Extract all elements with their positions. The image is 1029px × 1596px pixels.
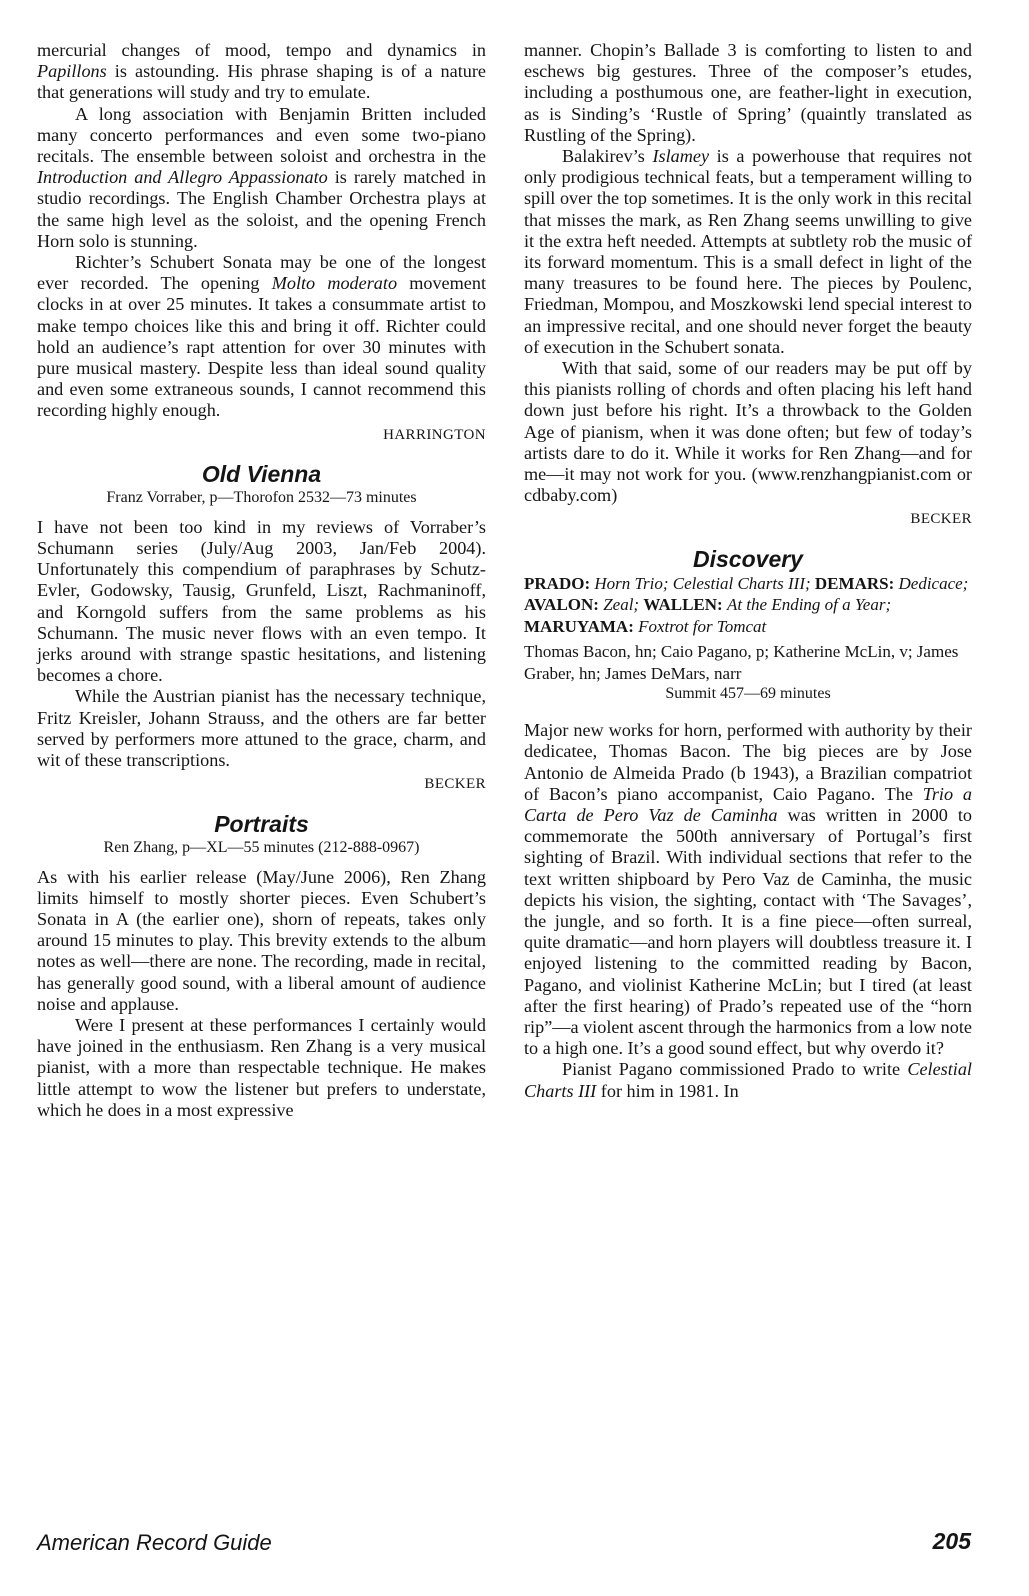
paragraph: Balakirev’s Islamey is a powerhouse that requires not only prodigious technical feats, but a temperament willing to spill over the top sometimes. It is the only work in this recital that misses the mark, as Ren Zhang seems unwilling to give it the extra heft needed. Attempts at subtlety rob the music of its forward momentum. This is a small defect in light of the many treasures to be found here. The pieces by Poulenc, Friedman, Mompou, and Moszkowski lend special interest to an impressive recital, and one should never forget the beauty of execution in the Schubert sonata.	[524, 146, 972, 357]
recording-credits: Ren Zhang, p—XL—55 minutes (212-888-0967)	[103, 838, 420, 856]
right-column	[524, 40, 972, 1102]
paragraph: With that said, some of our readers may be put off by this pianists rolling of chords and often placing his left hand down just before his right. It’s a throwback to the Golden Age of pianism, when it was done often; but few of today’s artists dare to do it. While it works for Ren Zhang—and for me—it may not work for you. (www.renzhangpianist.com or cdbaby.com)	[524, 358, 972, 506]
page-number: 205	[932, 1528, 971, 1554]
recording-label: Summit 457—69 minutes	[665, 685, 831, 703]
paragraph: mercurial changes of mood, tempo and dynamics in Papillons is astounding. His phrase shaping is of a nature that generations will study and try to emulate.	[37, 40, 486, 103]
left-column	[37, 40, 486, 1121]
paragraph: manner. Chopin’s Ballade 3 is comforting to listen to and eschews big gestures. Three of the composer’s etudes, including a posthumous one, are feather-light in execution, as is Sinding’s ‘Rustle of Spring’ (quaintly translated as Rustling of the Spring).	[524, 40, 972, 145]
recording-works: PRADO: Horn Trio; Celestial Charts III; DEMARS: Dedicace; AVALON: Zeal; WALLEN: At the Ending of a Year; MARUYAMA: Foxtrot for Tomcat	[524, 573, 969, 636]
paragraph: Major new works for horn, performed with authority by their dedicatee, Thomas Bacon. The big pieces are by Jose Antonio de Almeida Prado (b 1943), a Brazilian compatriot of Bacon’s piano accompanist, Caio Pagano. The Trio a Carta de Pero Vaz de Caminha was written in 2000 to commemorate the 500th anniversary of Portugal’s first sighting of Brazil. With individual sections that refer to the text written shipboard by Pero Vaz de Caminha, the music depicts his vision, the sighting, contact with ‘The Savages’, the jungle, and so forth. It is a fine piece—often surreal, quite dramatic—and horn players will doubtless treasure it. I enjoyed listening to the committed reading by Bacon, Pagano, and violinist Katherine McLin; but I tired (at least after the first hearing) of Prado’s repeated use of the “horn rip”—a violent ascent through the harmonics from a low note to a high one. It’s a good sound effect, but why overdo it?	[524, 720, 972, 1059]
review-heading: Portraits	[214, 810, 309, 837]
recording-performers: Thomas Bacon, hn; Caio Pagano, p; Katherine McLin, v; James Graber, hn; James DeMars, narr	[524, 642, 959, 683]
paragraph: Richter’s Schubert Sonata may be one of the longest ever recorded. The opening Molto moderato movement clocks in at over 25 minutes. It takes a consummate artist to make tempo choices like this and bring it off. Richter could hold an audience’s rapt attention for over 30 minutes with pure musical mastery. Despite less than ideal sound quality and even some extraneous sounds, I cannot recommend this recording highly enough.	[37, 252, 486, 421]
paragraph: Pianist Pagano commissioned Prado to write Celestial Charts III for him in 1981. In	[524, 1059, 972, 1101]
review-heading: Discovery	[693, 545, 803, 572]
paragraph: A long association with Benjamin Britten included many concerto performances and even some two-piano recitals. The ensemble between soloist and orchestra in the Introduction and Allegro Appassionato is rarely matched in studio recordings. The English Chamber Orchestra plays at the same high level as the soloist, and the opening French Horn solo is stunning.	[37, 103, 486, 251]
reviewer-signature: BECKER	[910, 511, 972, 528]
recording-credits: Franz Vorraber, p—Thorofon 2532—73 minutes	[106, 488, 417, 506]
review-heading: Old Vienna	[201, 460, 322, 487]
paragraph: I have not been too kind in my reviews of Vorraber’s Schumann series (July/Aug 2003, Jan/Feb 2004). Unfortunately this compendium of paraphrases by Schutz-Evler, Godowsky, Tausig, Grunfeld, Liszt, Rachmaninoff, and Korngold suffers from the same problems as his Schumann. The music never flows with an even tempo. It jerks around with strange spastic hesitations, and listening becomes a chore.	[37, 516, 486, 686]
paragraph: As with his earlier release (May/June 2006), Ren Zhang limits himself to mostly shorter pieces. Even Schubert’s Sonata in A (the earlier one), shorn of repeats, takes only around 15 minutes to play. This brevity extends to the album notes as well—there are none. The recording, made in recital, has generally good sound, with a liberal amount of audience noise and applause.	[37, 866, 486, 1014]
magazine-name: American Record Guide	[37, 1530, 272, 1555]
paragraph: Were I present at these performances I certainly would have joined in the enthusiasm. Ren Zhang is a very musical pianist, with a more than respectable technique. He makes little attempt to wow the listener but prefers to understate, which he does in a most expressive	[37, 1014, 486, 1120]
reviewer-signature: BECKER	[424, 776, 486, 793]
reviewer-signature: HARRINGTON	[383, 426, 486, 443]
paragraph: While the Austrian pianist has the necessary technique, Fritz Kreisler, Johann Strauss, and the others are far better served by performers more attuned to the grace, charm, and wit of these transcriptions.	[37, 686, 486, 771]
